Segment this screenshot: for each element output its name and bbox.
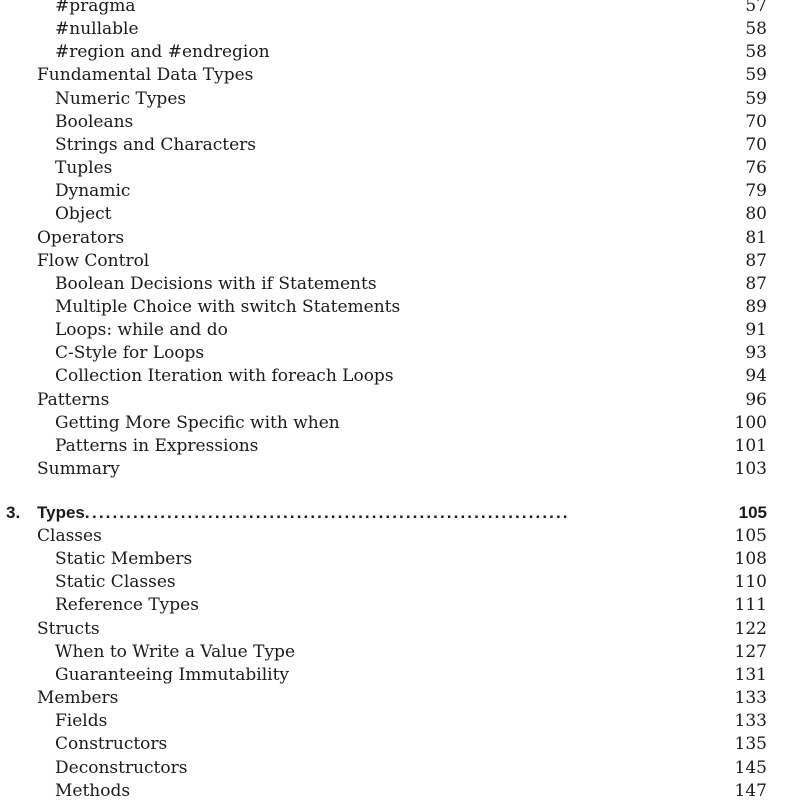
toc-entry-page-number: 127 <box>734 641 767 662</box>
toc-entry-title: Boolean Decisions with if Statements <box>55 273 377 294</box>
toc-entry[interactable] <box>0 0 800 18</box>
toc-entry-page-number: 94 <box>745 366 767 387</box>
toc-entry[interactable] <box>0 733 800 756</box>
toc-entry-page-number: 79 <box>745 181 767 202</box>
toc-entry-title: Summary <box>37 459 120 479</box>
toc-entry-page-number: 58 <box>745 42 767 63</box>
toc-entry-page-number: 89 <box>745 296 767 317</box>
toc-entry-title: Numeric Types <box>55 88 187 109</box>
toc-entry[interactable] <box>0 389 800 412</box>
chapter-page-number: 105 <box>738 503 767 522</box>
toc-entry[interactable] <box>0 594 800 617</box>
toc-entry-page-number: 58 <box>745 19 767 40</box>
toc-entry-title: Deconstructors <box>55 757 188 778</box>
toc-entry[interactable] <box>0 319 800 342</box>
toc-entry-title: Flow Control <box>37 250 150 271</box>
toc-entry[interactable] <box>0 111 800 134</box>
toc-entry-title: Object <box>55 204 112 225</box>
toc-entry[interactable] <box>0 548 800 571</box>
toc-entry-page-number: 87 <box>745 250 767 271</box>
toc-entry-page-number: 101 <box>734 435 767 456</box>
toc-entry-title: Tuples <box>55 158 113 179</box>
toc-entry[interactable] <box>0 687 800 710</box>
toc-entry[interactable] <box>0 757 800 780</box>
toc-entry-title: Reference Types <box>55 595 199 616</box>
toc-entry-page-number: 111 <box>734 595 767 616</box>
toc-entry-title: #region and #endregion <box>55 42 270 63</box>
toc-entry[interactable] <box>0 618 800 641</box>
toc-entry-page-number: 70 <box>745 134 767 155</box>
chapter-heading[interactable] <box>0 500 800 526</box>
toc-entry-page-number: 59 <box>745 65 767 86</box>
toc-entry-title: Dynamic <box>55 181 131 202</box>
toc-entry-title: Collection Iteration with foreach Loops <box>55 366 394 387</box>
toc-entry[interactable] <box>0 134 800 157</box>
toc-entry-title: Static Classes <box>55 572 176 593</box>
toc-entry[interactable] <box>0 525 800 548</box>
toc-entry-title: When to Write a Value Type <box>55 641 296 662</box>
toc-entry-title: Patterns in Expressions <box>55 435 259 456</box>
toc-entry[interactable] <box>0 710 800 733</box>
toc-entry-title: Structs <box>37 618 100 639</box>
toc-entry-title: Loops: while and do <box>55 320 228 341</box>
toc-entry[interactable] <box>0 18 800 41</box>
toc-entry[interactable] <box>0 780 800 803</box>
toc-entry-title: Members <box>37 688 119 709</box>
toc-entry-title: Constructors <box>55 734 168 755</box>
toc-entry-title: Multiple Choice with switch Statements <box>55 296 401 317</box>
toc-entry-page-number: 133 <box>734 688 767 709</box>
toc-entry-page-number: 131 <box>734 664 767 685</box>
toc-entry-page-number: 59 <box>745 88 767 109</box>
toc-entry-title: Fundamental Data Types <box>37 65 254 86</box>
toc-entry[interactable] <box>0 412 800 435</box>
toc-entry-title: Booleans <box>55 111 134 132</box>
toc-entry[interactable] <box>0 435 800 458</box>
dot-leader: ...................................................................... <box>92 503 570 522</box>
toc-entry-page-number: 70 <box>745 111 767 132</box>
toc-entry[interactable] <box>0 273 800 296</box>
toc-entry-title: Getting More Specific with when <box>55 412 340 433</box>
toc-entry[interactable] <box>0 458 800 481</box>
toc-entry-title: Strings and Characters <box>55 134 256 155</box>
toc-entry-title: Methods <box>55 780 131 801</box>
toc-entry[interactable] <box>0 157 800 180</box>
toc-entry[interactable] <box>0 203 800 226</box>
toc-entry-title: Fields <box>55 711 108 732</box>
toc-entry[interactable] <box>0 88 800 111</box>
toc-entry[interactable] <box>0 664 800 687</box>
toc-entry[interactable] <box>0 365 800 388</box>
toc-entry-title: Patterns <box>37 389 110 410</box>
toc-entry-title: Guaranteeing Immutability <box>55 664 289 685</box>
toc-entry-page-number: 105 <box>734 526 767 546</box>
toc-entry-page-number: 108 <box>734 549 767 570</box>
toc-entry-page-number: 57 <box>745 0 767 16</box>
toc-entry[interactable] <box>0 296 800 319</box>
toc-entry-page-number: 87 <box>745 273 767 294</box>
toc-entry-title: Static Members <box>55 549 193 570</box>
toc-entry-page-number: 76 <box>745 158 767 179</box>
toc-entry-page-number: 80 <box>745 204 767 225</box>
toc-entry-page-number: 96 <box>745 389 767 410</box>
toc-entry-page-number: 91 <box>745 320 767 341</box>
toc-entry-page-number: 81 <box>745 227 767 248</box>
chapter-number: 3. <box>6 503 21 522</box>
toc-entry-title: #pragma <box>55 0 136 16</box>
toc-entry[interactable] <box>0 342 800 365</box>
toc-entry-title: Operators <box>37 227 125 248</box>
toc-entry[interactable] <box>0 250 800 273</box>
toc-entry-page-number: 110 <box>734 572 767 593</box>
toc-entry-page-number: 103 <box>734 459 767 479</box>
toc-entry-page-number: 135 <box>734 734 767 755</box>
toc-entry-title: Classes <box>37 526 102 546</box>
toc-entry[interactable] <box>0 180 800 203</box>
toc-entry[interactable] <box>0 641 800 664</box>
toc-entry[interactable] <box>0 227 800 250</box>
toc-entry-page-number: 133 <box>734 711 767 732</box>
toc-entry-page-number: 147 <box>734 780 767 801</box>
toc-entry-title: C-Style for Loops <box>55 343 205 364</box>
toc-entry-page-number: 122 <box>734 618 767 639</box>
toc-entry-page-number: 93 <box>745 343 767 364</box>
chapter-title: Types. <box>37 503 90 522</box>
toc-entry[interactable] <box>0 571 800 594</box>
toc-entry[interactable] <box>0 41 800 64</box>
toc-entry-page-number: 100 <box>734 412 767 433</box>
toc-entry-title: #nullable <box>55 19 139 40</box>
toc-entry-page-number: 145 <box>734 757 767 778</box>
toc-entry[interactable] <box>0 64 800 87</box>
